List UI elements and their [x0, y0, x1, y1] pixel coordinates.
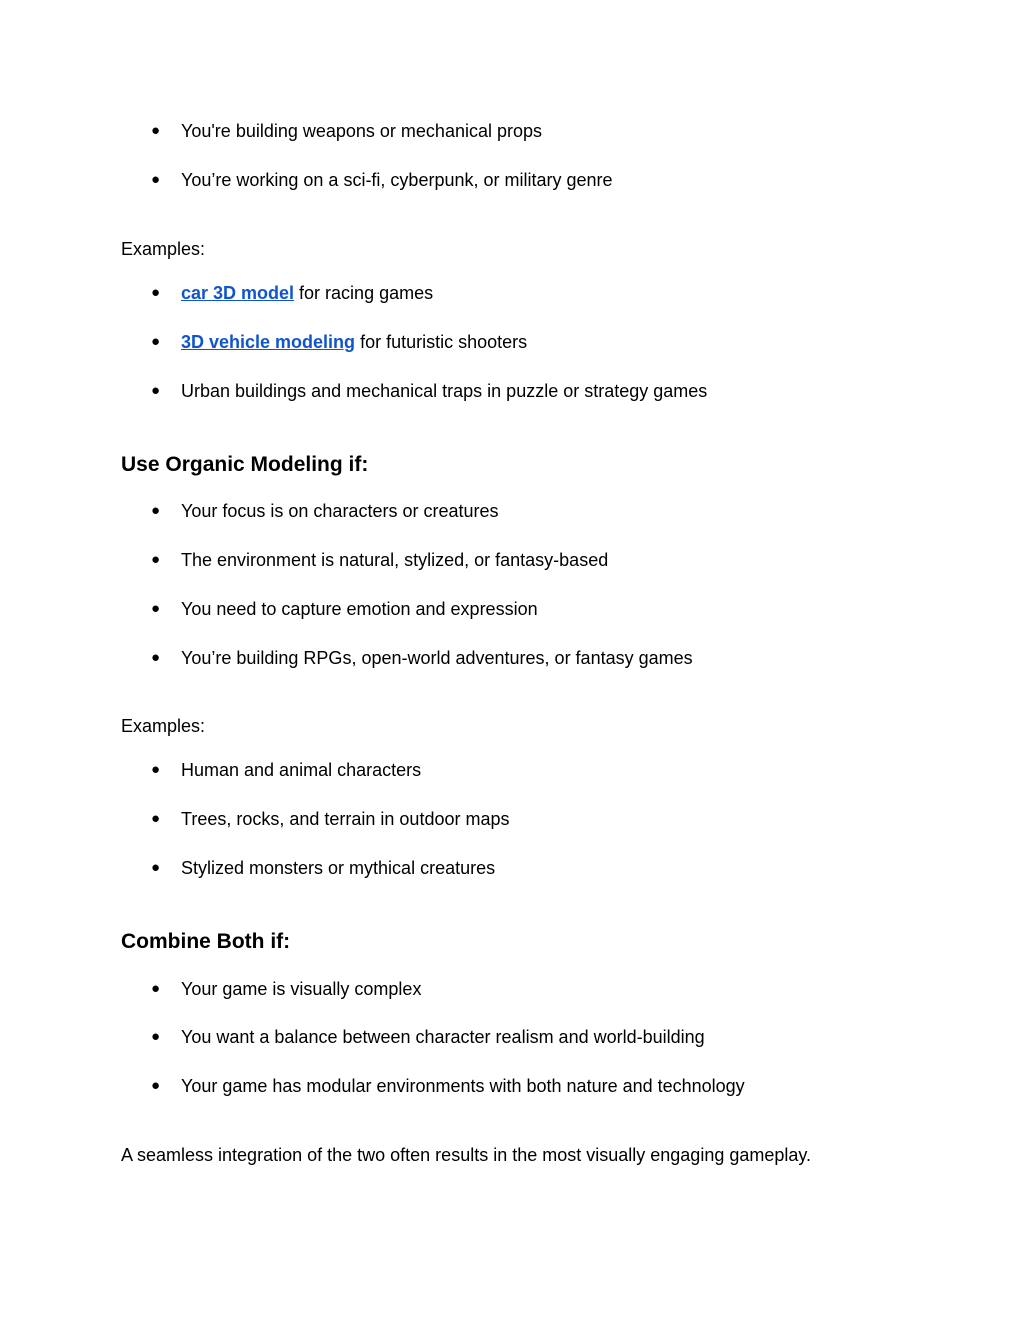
- list-item-text: Human and animal characters: [181, 760, 422, 780]
- bullet-icon: ●: [151, 333, 161, 350]
- bullet-icon: ●: [151, 551, 161, 568]
- list-item-text: Urban buildings and mechanical traps in puzzle or strategy games: [181, 381, 708, 401]
- bullet-icon: ●: [151, 1028, 161, 1045]
- list-item-text: for futuristic shooters: [355, 332, 528, 352]
- list-item: [151, 647, 693, 669]
- list-item: [151, 169, 613, 191]
- list-item: [151, 857, 496, 879]
- list-item-text: The environment is natural, stylized, or fantasy-based: [181, 550, 609, 570]
- list-item: [151, 808, 510, 830]
- bullet-icon: ●: [151, 649, 161, 666]
- list-item-text: You’re working on a sci-fi, cyberpunk, or military genre: [181, 170, 613, 190]
- list-item-text: Your focus is on characters or creatures: [181, 501, 499, 521]
- list-item: [151, 331, 528, 353]
- list-item: [151, 549, 609, 571]
- list-item: [151, 500, 499, 522]
- organic-heading: Use Organic Modeling if:: [121, 453, 369, 476]
- bullet-icon: ●: [151, 1077, 161, 1094]
- bullet-icon: ●: [151, 382, 161, 399]
- list-item-text: You're building weapons or mechanical props: [181, 121, 543, 141]
- bullet-icon: ●: [151, 810, 161, 827]
- list-item: [151, 759, 422, 781]
- closing-paragraph: A seamless integration of the two often results in the most visually engaging gameplay.: [121, 1145, 812, 1165]
- combine-heading: Combine Both if:: [121, 930, 291, 953]
- bullet-icon: ●: [151, 171, 161, 188]
- 3d-vehicle-modeling-link[interactable]: 3D vehicle modeling: [181, 332, 356, 352]
- list-item: [151, 120, 543, 142]
- list-item-text: You need to capture emotion and expression: [181, 599, 538, 619]
- list-item-text: for racing games: [294, 283, 434, 303]
- bullet-icon: ●: [151, 284, 161, 301]
- list-item-text: Your game has modular environments with both nature and technology: [181, 1076, 745, 1096]
- list-item-text: Your game is visually complex: [181, 979, 422, 999]
- list-item: [151, 1075, 745, 1097]
- list-item: [151, 282, 434, 304]
- bullet-icon: ●: [151, 122, 161, 139]
- list-item: [151, 1026, 705, 1048]
- list-item-text: Stylized monsters or mythical creatures: [181, 858, 496, 878]
- bullet-icon: ●: [151, 600, 161, 617]
- bullet-icon: ●: [151, 502, 161, 519]
- list-item-text: You’re building RPGs, open-world adventures, or fantasy games: [181, 648, 693, 668]
- car-3d-model-link[interactable]: car 3D model: [181, 283, 295, 303]
- list-item: [151, 380, 708, 402]
- list-item-text: Trees, rocks, and terrain in outdoor maps: [181, 809, 510, 829]
- bullet-icon: ●: [151, 859, 161, 876]
- list-item-text: You want a balance between character realism and world-building: [181, 1027, 705, 1047]
- examples-label: Examples:: [121, 716, 206, 736]
- list-item: [151, 598, 538, 620]
- bullet-icon: ●: [151, 980, 161, 997]
- examples-label: Examples:: [121, 239, 206, 259]
- bullet-icon: ●: [151, 761, 161, 778]
- list-item: [151, 978, 422, 1000]
